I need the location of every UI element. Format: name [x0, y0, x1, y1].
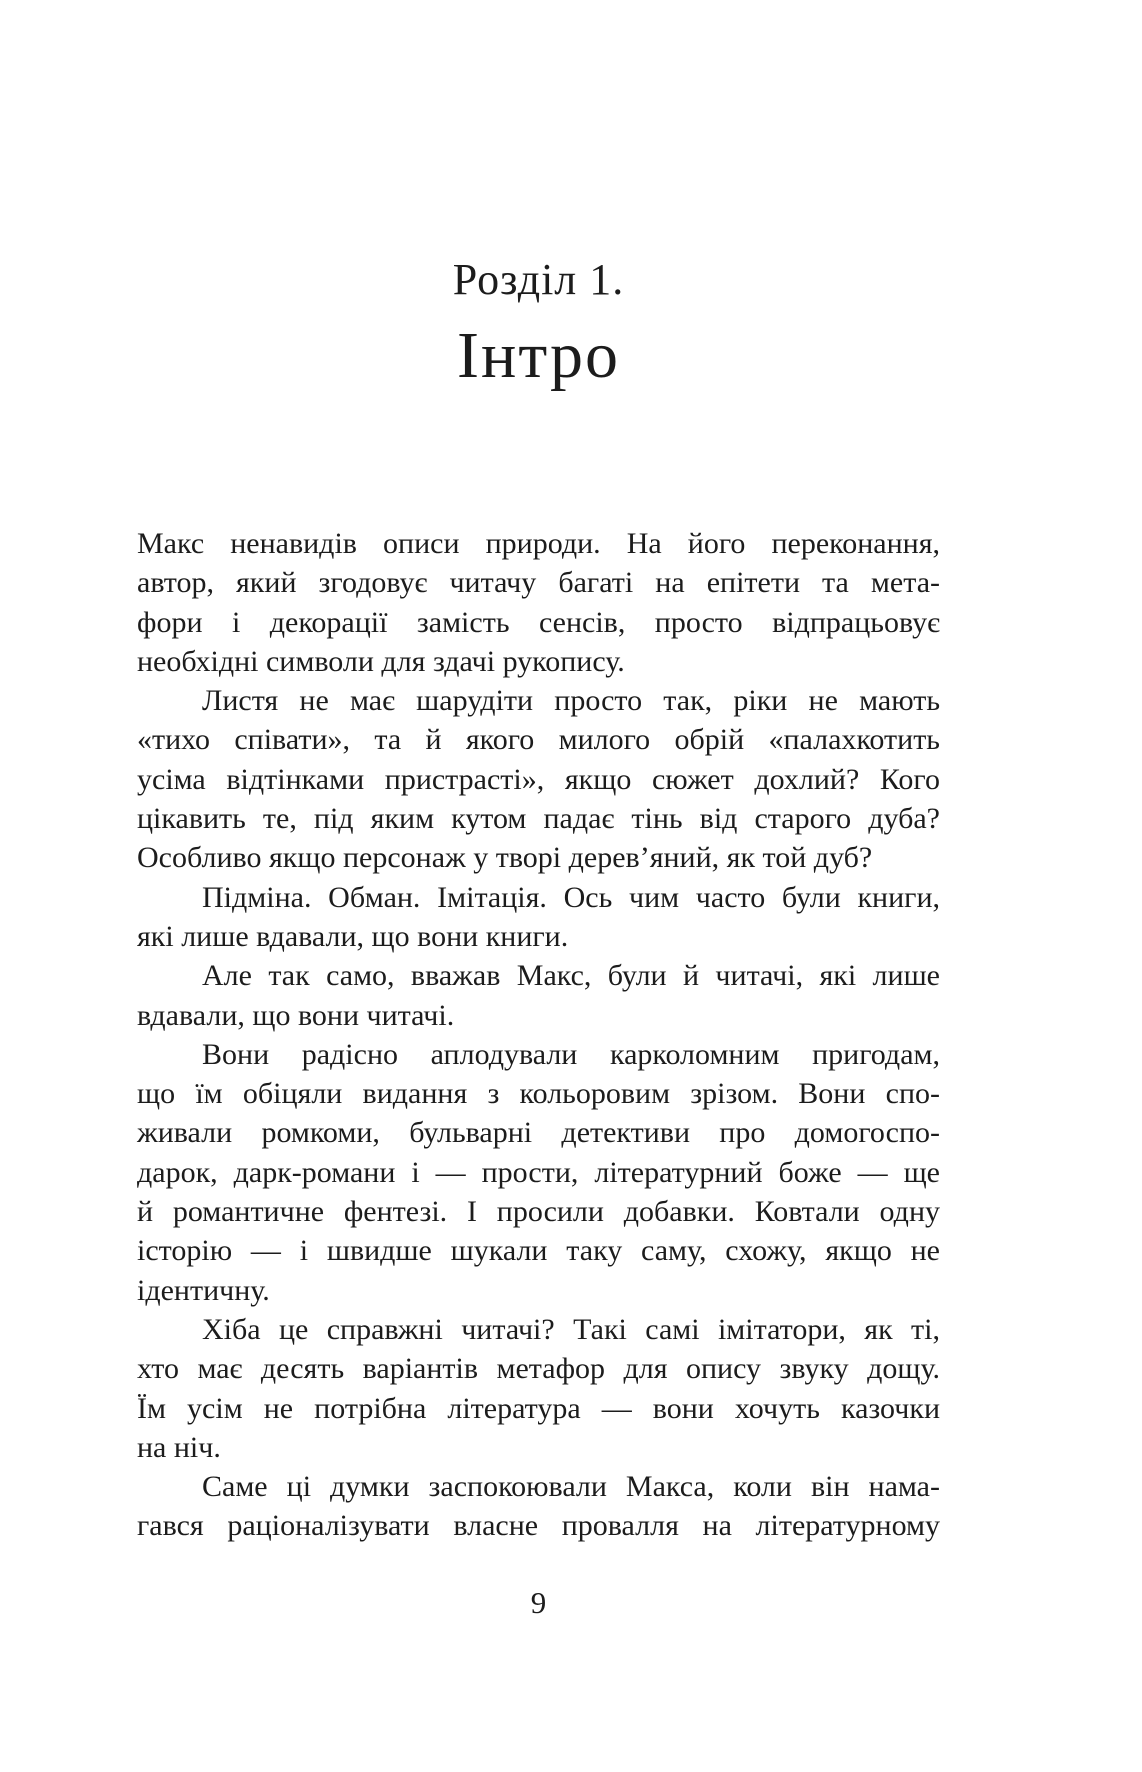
chapter-heading: [137, 253, 940, 395]
text-line: живали ромкоми, бульварні детективи про домогоспо-: [137, 1116, 940, 1150]
text-line: Їм усім не потрібна література — вони хочуть казочки: [137, 1391, 940, 1425]
text-line: що їм обіцяли видання з кольоровим зрізом. Вони спо-: [137, 1077, 940, 1111]
text-line: гався раціоналізувати власне провалля на літературному: [137, 1509, 940, 1543]
text-line: автор, який згодовує читачу багаті на епітети та мета-: [137, 566, 940, 600]
chapter-title: Інтро: [457, 319, 620, 392]
text-line: Особливо якщо персонаж у творі дерев’яний, як той дуб?: [137, 841, 873, 875]
text-line: які лише вдавали, що вони книги.: [137, 919, 569, 953]
text-line: Але так само, вважав Макс, були й читачі, які лише: [202, 959, 940, 993]
chapter-label: Розділ 1.: [452, 255, 625, 304]
page-number: 9: [530, 1585, 547, 1620]
text-line: історію — і швидше шукали таку саму, схожу, якщо не: [137, 1234, 940, 1268]
text-line: вдавали, що вони читачі.: [137, 998, 455, 1032]
text-line: ідентичну.: [137, 1273, 270, 1307]
text-line: Хіба це справжні читачі? Такі самі імітатори, як ті,: [202, 1312, 940, 1346]
text-line: необхідні символи для здачі рукопису.: [137, 644, 625, 678]
text-line: Макс ненавидів описи природи. На його переконання,: [137, 527, 940, 560]
text-line: усіма відтінками пристрасті», якщо сюжет дохлий? Кого: [137, 762, 940, 796]
text-line: Підміна. Обман. Імітація. Ось чим часто були книги,: [202, 880, 940, 914]
text-line: хто має десять варіантів метафор для опису звуку дощу.: [137, 1352, 940, 1386]
text-line: й романтичне фентезі. І просили добавки. Ковтали одну: [137, 1195, 940, 1229]
text-line: Вони радісно аплодували карколомним пригодам,: [202, 1037, 940, 1071]
text-line: фори і декорації замість сенсів, просто відпрацьовує: [137, 605, 940, 639]
body-text: [137, 524, 940, 1546]
text-line: «тихо співати», та й якого милого обрій «палахкотить: [137, 723, 940, 757]
text-line: Листя не має шарудіти просто так, ріки не мають: [202, 684, 940, 718]
text-line: на ніч.: [137, 1430, 221, 1464]
text-line: цікавить те, під яким кутом падає тінь від старого дуба?: [137, 802, 940, 836]
text-line: Саме ці думки заспокоювали Макса, коли він нама-: [202, 1470, 940, 1504]
text-line: дарок, дарк-романи і — прости, літературний боже — ще: [137, 1155, 940, 1189]
